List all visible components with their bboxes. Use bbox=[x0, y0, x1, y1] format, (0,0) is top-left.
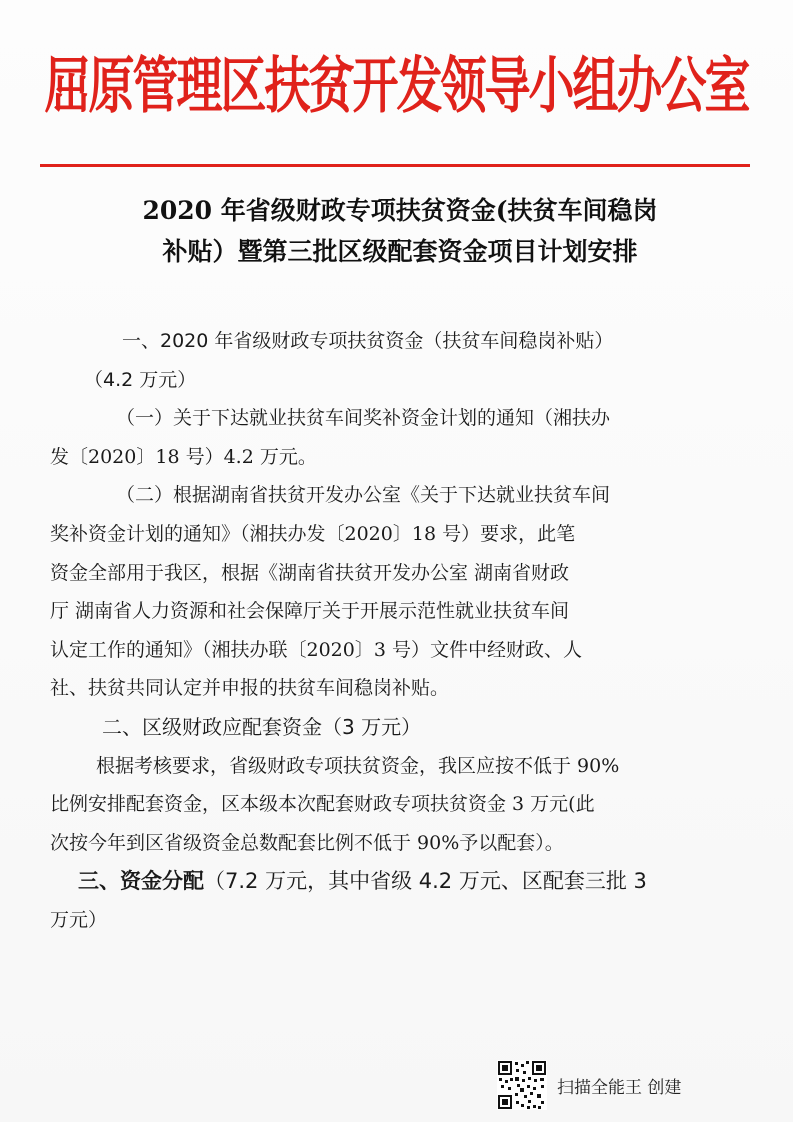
section-2-paragraph-line-3: 次按今年到区省级资金总数配套比例不低于 90%予以配套）。 bbox=[50, 831, 564, 854]
scanner-app-label: 扫描全能王 创建 bbox=[557, 1077, 682, 1098]
section-1-item-2-line-5: 认定工作的通知》（湘扶办联〔2020〕3 号）文件中经财政、人 bbox=[50, 638, 582, 661]
document-title-line-1: 2020 年省级财政专项扶贫资金(扶贫车间稳岗 bbox=[142, 196, 658, 225]
section-2-paragraph-line-2: 比例安排配套资金，区本级本次配套财政专项扶贫资金 3 万元(此 bbox=[50, 793, 595, 816]
section-1-heading: 一、2020 年省级财政专项扶贫资金（扶贫车间稳岗补贴） bbox=[122, 330, 614, 352]
section-1-item-2-line-4: 厅 湖南省人力资源和社会保障厅关于开展示范性就业扶贫车间 bbox=[50, 600, 570, 623]
qr-code-icon bbox=[497, 1060, 547, 1110]
section-1-item-2-line-2: 奖补资金计划的通知》（湘扶办发〔2020〕18 号）要求，此笔 bbox=[50, 522, 576, 545]
section-3-heading-line-2: 万元） bbox=[50, 908, 108, 931]
document-title-line-2: 补贴）暨第三批区级配套资金项目计划安排 bbox=[162, 237, 638, 266]
section-1-item-1-line-1: （一）关于下达就业扶贫车间奖补资金计划的通知（湘扶办 bbox=[116, 407, 611, 430]
scanner-watermark bbox=[497, 1058, 681, 1112]
document-title bbox=[70, 190, 730, 272]
document-body bbox=[50, 322, 750, 940]
section-1-item-1-line-2: 发〔2020〕18 号）4.2 万元。 bbox=[50, 445, 317, 468]
section-2-paragraph-line-1: 根据考核要求，省级财政专项扶贫资金，我区应按不低于 90% bbox=[96, 754, 620, 777]
section-1-heading-amount: （4.2 万元） bbox=[84, 368, 197, 391]
section-3-heading-amount: （7.2 万元，其中省级 4.2 万元、区配套三批 3 bbox=[204, 869, 647, 894]
section-1-item-2-line-6: 社、扶贫共同认定并申报的扶贫车间稳岗补贴。 bbox=[50, 677, 450, 700]
section-3-heading bbox=[50, 862, 750, 901]
letterhead-red-rule bbox=[40, 164, 750, 167]
org-letterhead-title: 屈原管理区扶贫开发领导小组办公室 bbox=[44, 49, 749, 122]
section-2-heading: 二、区级财政应配套资金（3 万元） bbox=[102, 714, 422, 739]
section-1-item-2-line-1: （二）根据湖南省扶贫开发办公室《关于下达就业扶贫车间 bbox=[116, 484, 611, 507]
section-1-item-2-line-3: 资金全部用于我区，根据《湖南省扶贫开发办公室 湖南省财政 bbox=[50, 561, 570, 584]
section-3-heading-label: 三、资金分配 bbox=[78, 869, 204, 894]
